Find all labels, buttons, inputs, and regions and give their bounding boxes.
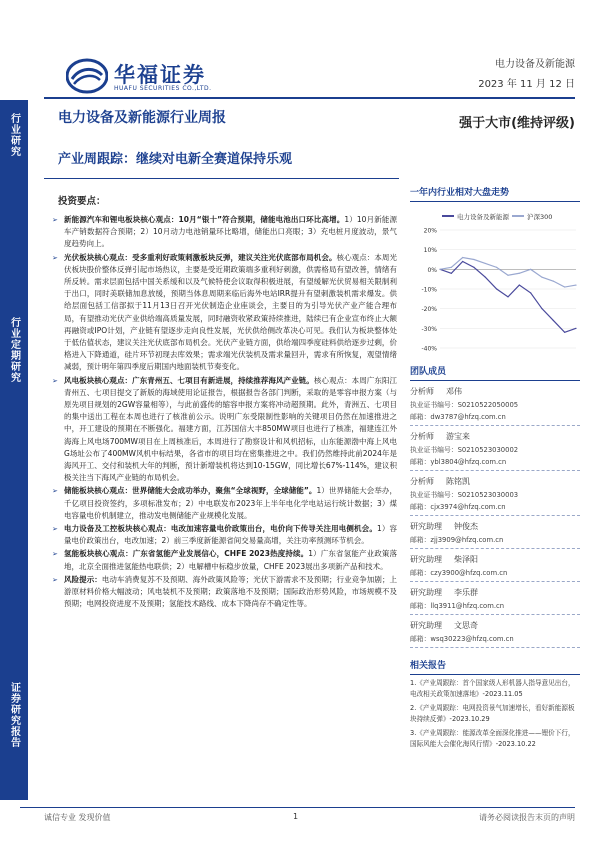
bullet-heading: 风险提示： [64, 574, 102, 584]
data-point [485, 263, 486, 264]
y-tick-label: 10% [423, 247, 437, 255]
analyst-name: 钟俊杰 [454, 522, 478, 531]
analyst-list [410, 386, 580, 648]
arrow-icon: ➢ [52, 550, 58, 559]
arrow-icon: ➢ [52, 253, 58, 262]
bullet-heading: 电力设备及工控板块核心观点：电改加速容量电价政策出台，电价向下传导关注用电侧机会。 [64, 524, 377, 534]
analyst-certificate: 执业证书编号：S0210523030002 [410, 446, 519, 454]
data-point [575, 284, 576, 285]
analyst-role: 研究助理 [410, 555, 442, 564]
arrow-icon: ➢ [52, 575, 58, 584]
footer-divider [20, 807, 575, 808]
bullet-wind [52, 375, 397, 485]
right-column [410, 185, 580, 750]
analyst-entry [410, 386, 580, 426]
industry-rating: 强于大市(维持评级) [459, 116, 575, 131]
data-point [507, 275, 508, 276]
y-tick-label: 20% [423, 227, 437, 235]
footer-slogan: 诚信专业 发现价值 [44, 813, 111, 822]
data-point [553, 320, 554, 321]
data-point [451, 267, 452, 268]
analyst-role: 分析师 [410, 432, 434, 441]
data-point [451, 273, 452, 274]
data-point [462, 261, 463, 262]
analyst-entry [410, 587, 580, 615]
analyst-email[interactable]: 邮箱：llq3911@hfzq.com.cn [410, 602, 505, 610]
report-title: 电力设备及新能源行业周报 [58, 110, 226, 126]
analyst-certificate: 执业证书编号：S0210523030003 [410, 491, 519, 499]
analyst-name: 柴泽阳 [454, 555, 478, 564]
y-tick-label: 0% [427, 266, 437, 274]
related-reports-heading: 相关报告 [410, 658, 580, 675]
bullet-power-equipment [52, 523, 397, 547]
analyst-separator [410, 425, 580, 426]
analyst-role: 分析师 [410, 387, 434, 396]
team-heading: 团队成员 [410, 364, 580, 381]
bullet-heading: 氢能板块核心观点：广东省氢能产业发展信心，CHFE 2023热度持续。 [64, 549, 309, 559]
data-point [507, 296, 508, 297]
analyst-certificate: 执业证书编号：S0210522050005 [410, 401, 519, 409]
document-date: 2023 年 11 月 12 日 [478, 79, 575, 90]
key-points-section [52, 193, 397, 612]
subtitle-divider [44, 178, 399, 179]
analyst-role: 分析师 [410, 477, 434, 486]
data-point [473, 259, 474, 260]
chart-heading: 一年内行业相对大盘走势 [410, 185, 580, 202]
side-label-industry-research: 行业研究 [8, 113, 20, 157]
page-number: 1 [293, 812, 299, 821]
legend-label: 电力设备及新能源 [457, 213, 509, 221]
data-point [553, 281, 554, 282]
side-label-periodic-research: 行业定期研究 [8, 317, 20, 383]
analyst-separator [410, 470, 580, 471]
analyst-separator [410, 548, 580, 549]
bullet-text: 1）10月新能源车产销数据符合预期；2）10月动力电池销量环比略增，储能出口亮眼；3）充电桩月度波动，景气度趋势向上。 [64, 215, 397, 249]
document-category: 电力设备及新能源 [495, 59, 575, 70]
data-point [473, 267, 474, 268]
analyst-name: 游宝来 [446, 432, 470, 441]
logo-icon [66, 57, 108, 95]
bullet-hydrogen [52, 548, 397, 572]
side-label-securities-report: 证券研究报告 [8, 682, 20, 748]
footer-disclaimer: 请务必阅读报告末页的声明 [479, 813, 575, 822]
relative-performance-chart [410, 208, 580, 358]
bullet-risk [52, 574, 397, 611]
analyst-email[interactable]: 邮箱：ybl3804@hfzq.com.cn [410, 458, 507, 466]
analyst-role: 研究助理 [410, 522, 442, 531]
data-point [530, 292, 531, 293]
arrow-icon: ➢ [52, 376, 58, 385]
logo-text-en: HUAFU SECURITIES CO.,LTD. [114, 85, 212, 92]
data-point [575, 328, 576, 329]
chart-svg [410, 208, 580, 358]
bullet-heading: 储能板块核心观点：世界储能大会成功举办，聚焦“全球视野，全球储能”。 [64, 486, 317, 496]
analyst-email[interactable]: 邮箱：czy3900@hfzq.com.cn [410, 569, 508, 577]
bullet-text: 核心观点：本周广东阳江青州五、七项目提交了新版的海域使用论证报告，根据报告各部门判断，采取的是零容申报方案（与原先项目规划的2GW容量相等），与此前盛传的缩容申报方案将冲动超预期。此外，青洲五、七项目的集中送出工程在本周也进行了核准前公示。说明广东受限制性影响的关键项目仍然在加速推进之中，开工建设的预期在不断强化。福建方面，江苏国信大丰850MW项目也进行了核准，福建连江外海海上风电场700MW项目在上周核准后，本周进行了勘察设计和风机招标，山东能源渤中海上风电G场址公布了400MW风机中标结果，各省市的项目均在密集推进之中。我们仍然维持此前2024年是海风开工、交付和装机大年的判断，预计新增装机将达到10-15GW，同比增长67%-114%，建议积极关注当下海风产业链的布局机会。 [64, 375, 398, 483]
analyst-name: 李乐群 [454, 588, 478, 597]
analyst-role: 研究助理 [410, 588, 442, 597]
data-point [496, 288, 497, 289]
analyst-email[interactable]: 邮箱：wsq30223@hfzq.com.cn [410, 635, 514, 643]
bullet-storage [52, 485, 397, 522]
data-point [462, 257, 463, 258]
arrow-icon: ➢ [52, 216, 58, 224]
bullet-heading: 新能源汽车和锂电板块核心观点：10月“银十”符合预期，储能电池出口环比高增。 [64, 215, 345, 224]
bullet-solar [52, 252, 397, 374]
related-report-item[interactable]: 1.《产业周跟踪：首个国家级人形机器人指导意见出台，电改相关政策加速落地》-2023.11.05 [410, 679, 575, 698]
analyst-entry [410, 554, 580, 582]
report-subtitle: 产业周跟踪：继续对电新全赛道保持乐观 [58, 152, 293, 167]
related-report-item[interactable]: 3.《产业周跟踪：能源改革全面深化推进——锂价下行，国际风能大会催化海风行情》-2023.10.22 [410, 729, 575, 748]
analyst-role: 研究助理 [410, 621, 442, 630]
y-tick-label: -40% [421, 345, 437, 353]
y-tick-label: -10% [421, 286, 437, 294]
related-report-item[interactable]: 2.《产业周跟踪：电网投资景气加速增长，看好新能源板块持续反弹》-2023.10.29 [410, 704, 575, 723]
series-line [440, 258, 576, 288]
analyst-separator [410, 647, 580, 648]
data-point [564, 332, 565, 333]
data-point [439, 269, 440, 270]
data-point [541, 277, 542, 278]
key-points-heading: 投资要点： [58, 196, 106, 207]
logo-text-cn: 华福证券 [114, 63, 206, 87]
bullet-ev-battery [52, 214, 397, 251]
data-point [485, 277, 486, 278]
header-divider [44, 97, 575, 99]
bullet-text: 核心观点：本周光伏板块股价整体反弹引起市场热议，主要是受近期政策端多重利好刺激，供需格局有望改善，情绪有所反转。需求层面包括中国关系缓和以及气候特使会议取得积极进展，有望缓解光伏贸易相关限制利于出口，同时美联储加息放缓，预期当体息周期来临后海外电站IRR提升有望刺激装机需求爆发。供给层面包括工信部拟于11月13日召开光伏制造企业座谈会，主要目的为引导光伏产业产能合理布局，有望推动光伏产业供给端高质量发展，同时融资收紧政策持续推进，陆续已有企业宣布终止大额再融资或IPO计划，产业链有望逐步走向良性发展，光伏供给侧改革决心可见。我们认为板块整体处于低估值状态，建议关注光伏底部布局机会。光伏产业链方面，供给端四季度硅料供给逐步过剩，价格进入下降通道，硅片环节初现去库效果；需求端光伏装机及需求量回升，需求有所恢复，观望情绪减弱，预计明年第四季度后期国内地面装机节奏变化。 [64, 252, 398, 372]
analyst-email[interactable]: 邮箱：cjx3974@hfzq.com.cn [410, 503, 506, 511]
y-tick-label: -20% [421, 306, 437, 314]
data-point [519, 284, 520, 285]
bullet-heading: 风电板块核心观点：广东青州五、七项目有新进展，持续推荐海风产业链。 [64, 375, 314, 385]
data-point [519, 273, 520, 274]
analyst-separator [410, 581, 580, 582]
data-point [564, 286, 565, 287]
analyst-entry [410, 431, 580, 471]
bullet-text: 1）容量电价政策出台，电改加速；2）前三季度新能源省间交易量高增，关注功率预测环节机会。 [64, 524, 397, 546]
analyst-entry [410, 476, 580, 516]
analyst-email[interactable]: 邮箱：dw3787@hfzq.com.cn [410, 413, 506, 421]
analyst-name: 陈铭凯 [446, 477, 470, 486]
arrow-icon: ➢ [52, 487, 58, 496]
analyst-separator [410, 515, 580, 516]
analyst-name: 邓伟 [446, 387, 462, 396]
bullet-text: 1）世界储能大会举办，千亿项目投资签约，多项标准发布；2）中电联发布2023年上半年电化学电站运行统计数据；3）煤电容量电价机制建立，推动发电侧储能产业规模化发展。 [64, 486, 397, 520]
company-logo [66, 57, 246, 95]
arrow-icon: ➢ [52, 525, 58, 534]
bullet-text: 1）广东省氢能产业政策落地，北京全面推进氢能热电联供；2）电解槽中标稳步放量，CHFE 2023展出多项新产品和技术。 [64, 549, 397, 571]
data-point [496, 267, 497, 268]
data-point [530, 269, 531, 270]
analyst-entry [410, 620, 580, 648]
analyst-separator [410, 614, 580, 615]
legend-label: 沪深300 [527, 213, 553, 221]
analyst-entry [410, 521, 580, 549]
data-point [541, 308, 542, 309]
analyst-name: 文思奇 [454, 621, 478, 630]
y-tick-label: -30% [421, 325, 437, 333]
bullet-text: 电动车消费复苏不及预期、海外政策风险等；光伏下游需求不及预期；行业竞争加剧；上游原材料价格大幅波动；风电装机不及预期；政策落地不及预期；国际政治形势风险，市场规模不及预期；电网投资进度不及预期；氢能技术路线、成本下降尚存不确定性等。 [64, 574, 398, 609]
analyst-email[interactable]: 邮箱：zjj3909@hfzq.com.cn [410, 536, 504, 544]
related-reports-list [410, 678, 580, 750]
bullet-heading: 光伏板块核心观点：受多重利好政策刺激板块反弹，建议关注光伏底部布局机会。 [64, 252, 337, 262]
